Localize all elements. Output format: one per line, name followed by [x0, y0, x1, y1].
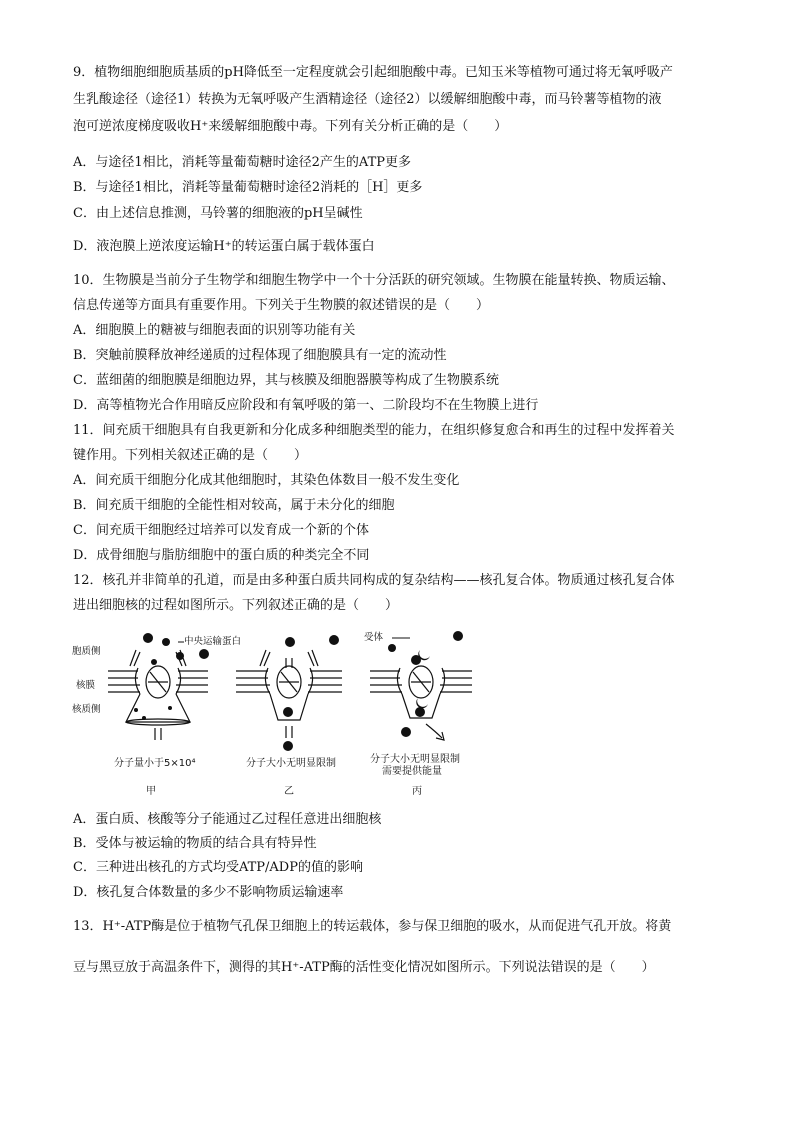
- q12-option-b: B．受体与被运输的物质的结合具有特异性: [73, 836, 317, 851]
- panel-b-diagram: [236, 650, 342, 738]
- q9-option-c: C．由上述信息推测，马铃薯的细胞液的pH呈碱性: [73, 206, 363, 221]
- panel-label-a: 甲: [146, 786, 156, 797]
- panel-label-c: 丙: [412, 786, 422, 797]
- q10-option-b: B．突触前膜释放神经递质的过程体现了细胞膜具有一定的流动性: [73, 348, 447, 363]
- q11-option-d: D．成骨细胞与脂肪细胞中的蛋白质的种类完全不同: [73, 548, 370, 563]
- q11-option-b: B．间充质干细胞的全能性相对较高，属于未分化的细胞: [73, 498, 395, 513]
- panel-c-diagram: [370, 666, 472, 740]
- caption-panel-b: 分子大小无明显限制: [246, 758, 336, 769]
- label-cytoplasm-side: 胞质侧: [72, 646, 101, 657]
- nuclear-pore-complex-figure: [70, 628, 490, 798]
- q11-stem-line-2: 键作用。下列相关叙述正确的是（ ）: [73, 448, 308, 463]
- caption-panel-a: 分子量小于5×10⁴: [114, 758, 196, 769]
- q9-option-a: A．与途径1相比，消耗等量葡萄糖时途径2产生的ATP更多: [73, 155, 412, 170]
- q12-option-a: A．蛋白质、核酸等分子能通过乙过程任意进出细胞核: [73, 812, 382, 827]
- q12-stem-line-1: 12．核孔并非简单的孔道，而是由多种蛋白质共同构成的复杂结构——核孔复合体。物质通过核孔复合体: [73, 573, 675, 588]
- caption-panel-c-line-1: 分子大小无明显限制: [370, 754, 460, 765]
- q12-option-d: D．核孔复合体数量的多少不影响物质运输速率: [73, 885, 344, 900]
- panel-a-diagram: [108, 650, 208, 740]
- caption-panel-c-line-2: 需要提供能量: [382, 766, 442, 777]
- q10-option-c: C．蓝细菌的细胞膜是细胞边界，其与核膜及细胞器膜等构成了生物膜系统: [73, 373, 499, 388]
- q11-option-c: C．间充质干细胞经过培养可以发育成一个新的个体: [73, 523, 369, 538]
- label-nucleoplasm-side: 核质侧: [72, 704, 101, 715]
- q9-option-b: B．与途径1相比，消耗等量葡萄糖时途径2消耗的［H］更多: [73, 180, 423, 195]
- q11-option-a: A．间充质干细胞分化成其他细胞时，其染色体数目一般不发生变化: [73, 473, 460, 488]
- q9-option-d: D．液泡膜上逆浓度运输H⁺的转运蛋白属于载体蛋白: [73, 239, 375, 254]
- label-receptor: 受体: [364, 632, 384, 643]
- panel-label-b: 乙: [284, 786, 294, 797]
- q10-stem-line-2: 信息传递等方面具有重要作用。下列关于生物膜的叙述错误的是（ ）: [73, 298, 490, 313]
- q12-option-c: C．三种进出核孔的方式均受ATP/ADP的值的影响: [73, 860, 363, 875]
- q12-stem-line-2: 进出细胞核的过程如图所示。下列叙述正确的是（ ）: [73, 598, 399, 613]
- q9-stem-line-2: 生乳酸途径（途径1）转换为无氧呼吸产生酒精途径（途径2）以缓解细胞酸中毒，而马铃薯等植物的液: [73, 92, 662, 107]
- q10-stem-line-1: 10．生物膜是当前分子生物学和细胞生物学中一个十分活跃的研究领域。生物膜在能量转换、物质运输、: [73, 273, 675, 288]
- q10-option-d: D．高等植物光合作用暗反应阶段和有氧呼吸的第一、二阶段均不在生物膜上进行: [73, 398, 539, 413]
- label-central-transport-protein: 中央运输蛋白: [184, 636, 242, 647]
- q9-stem-line-3: 泡可逆浓度梯度吸收H⁺来缓解细胞酸中毒。下列有关分析正确的是（ ）: [73, 119, 508, 134]
- q11-stem-line-1: 11．间充质干细胞具有自我更新和分化成多种细胞类型的能力，在组织修复愈合和再生的过程中发挥着关: [73, 423, 675, 438]
- q13-stem-line-2: 豆与黑豆放于高温条件下，测得的其H⁺-ATP酶的活性变化情况如图所示。下列说法错误的是（ ）: [73, 960, 655, 975]
- q9-stem-line-1: 9．植物细胞细胞质基质的pH降低至一定程度就会引起细胞酸中毒。已知玉米等植物可通过将无氧呼吸产: [73, 65, 673, 80]
- label-nuclear-envelope: 核膜: [76, 680, 96, 691]
- q13-stem-line-1: 13．H⁺-ATP酶是位于植物气孔保卫细胞上的转运载体，参与保卫细胞的吸水，从而促进气孔开放。将黄: [73, 919, 672, 934]
- q10-option-a: A．细胞膜上的糖被与细胞表面的识别等功能有关: [73, 323, 356, 338]
